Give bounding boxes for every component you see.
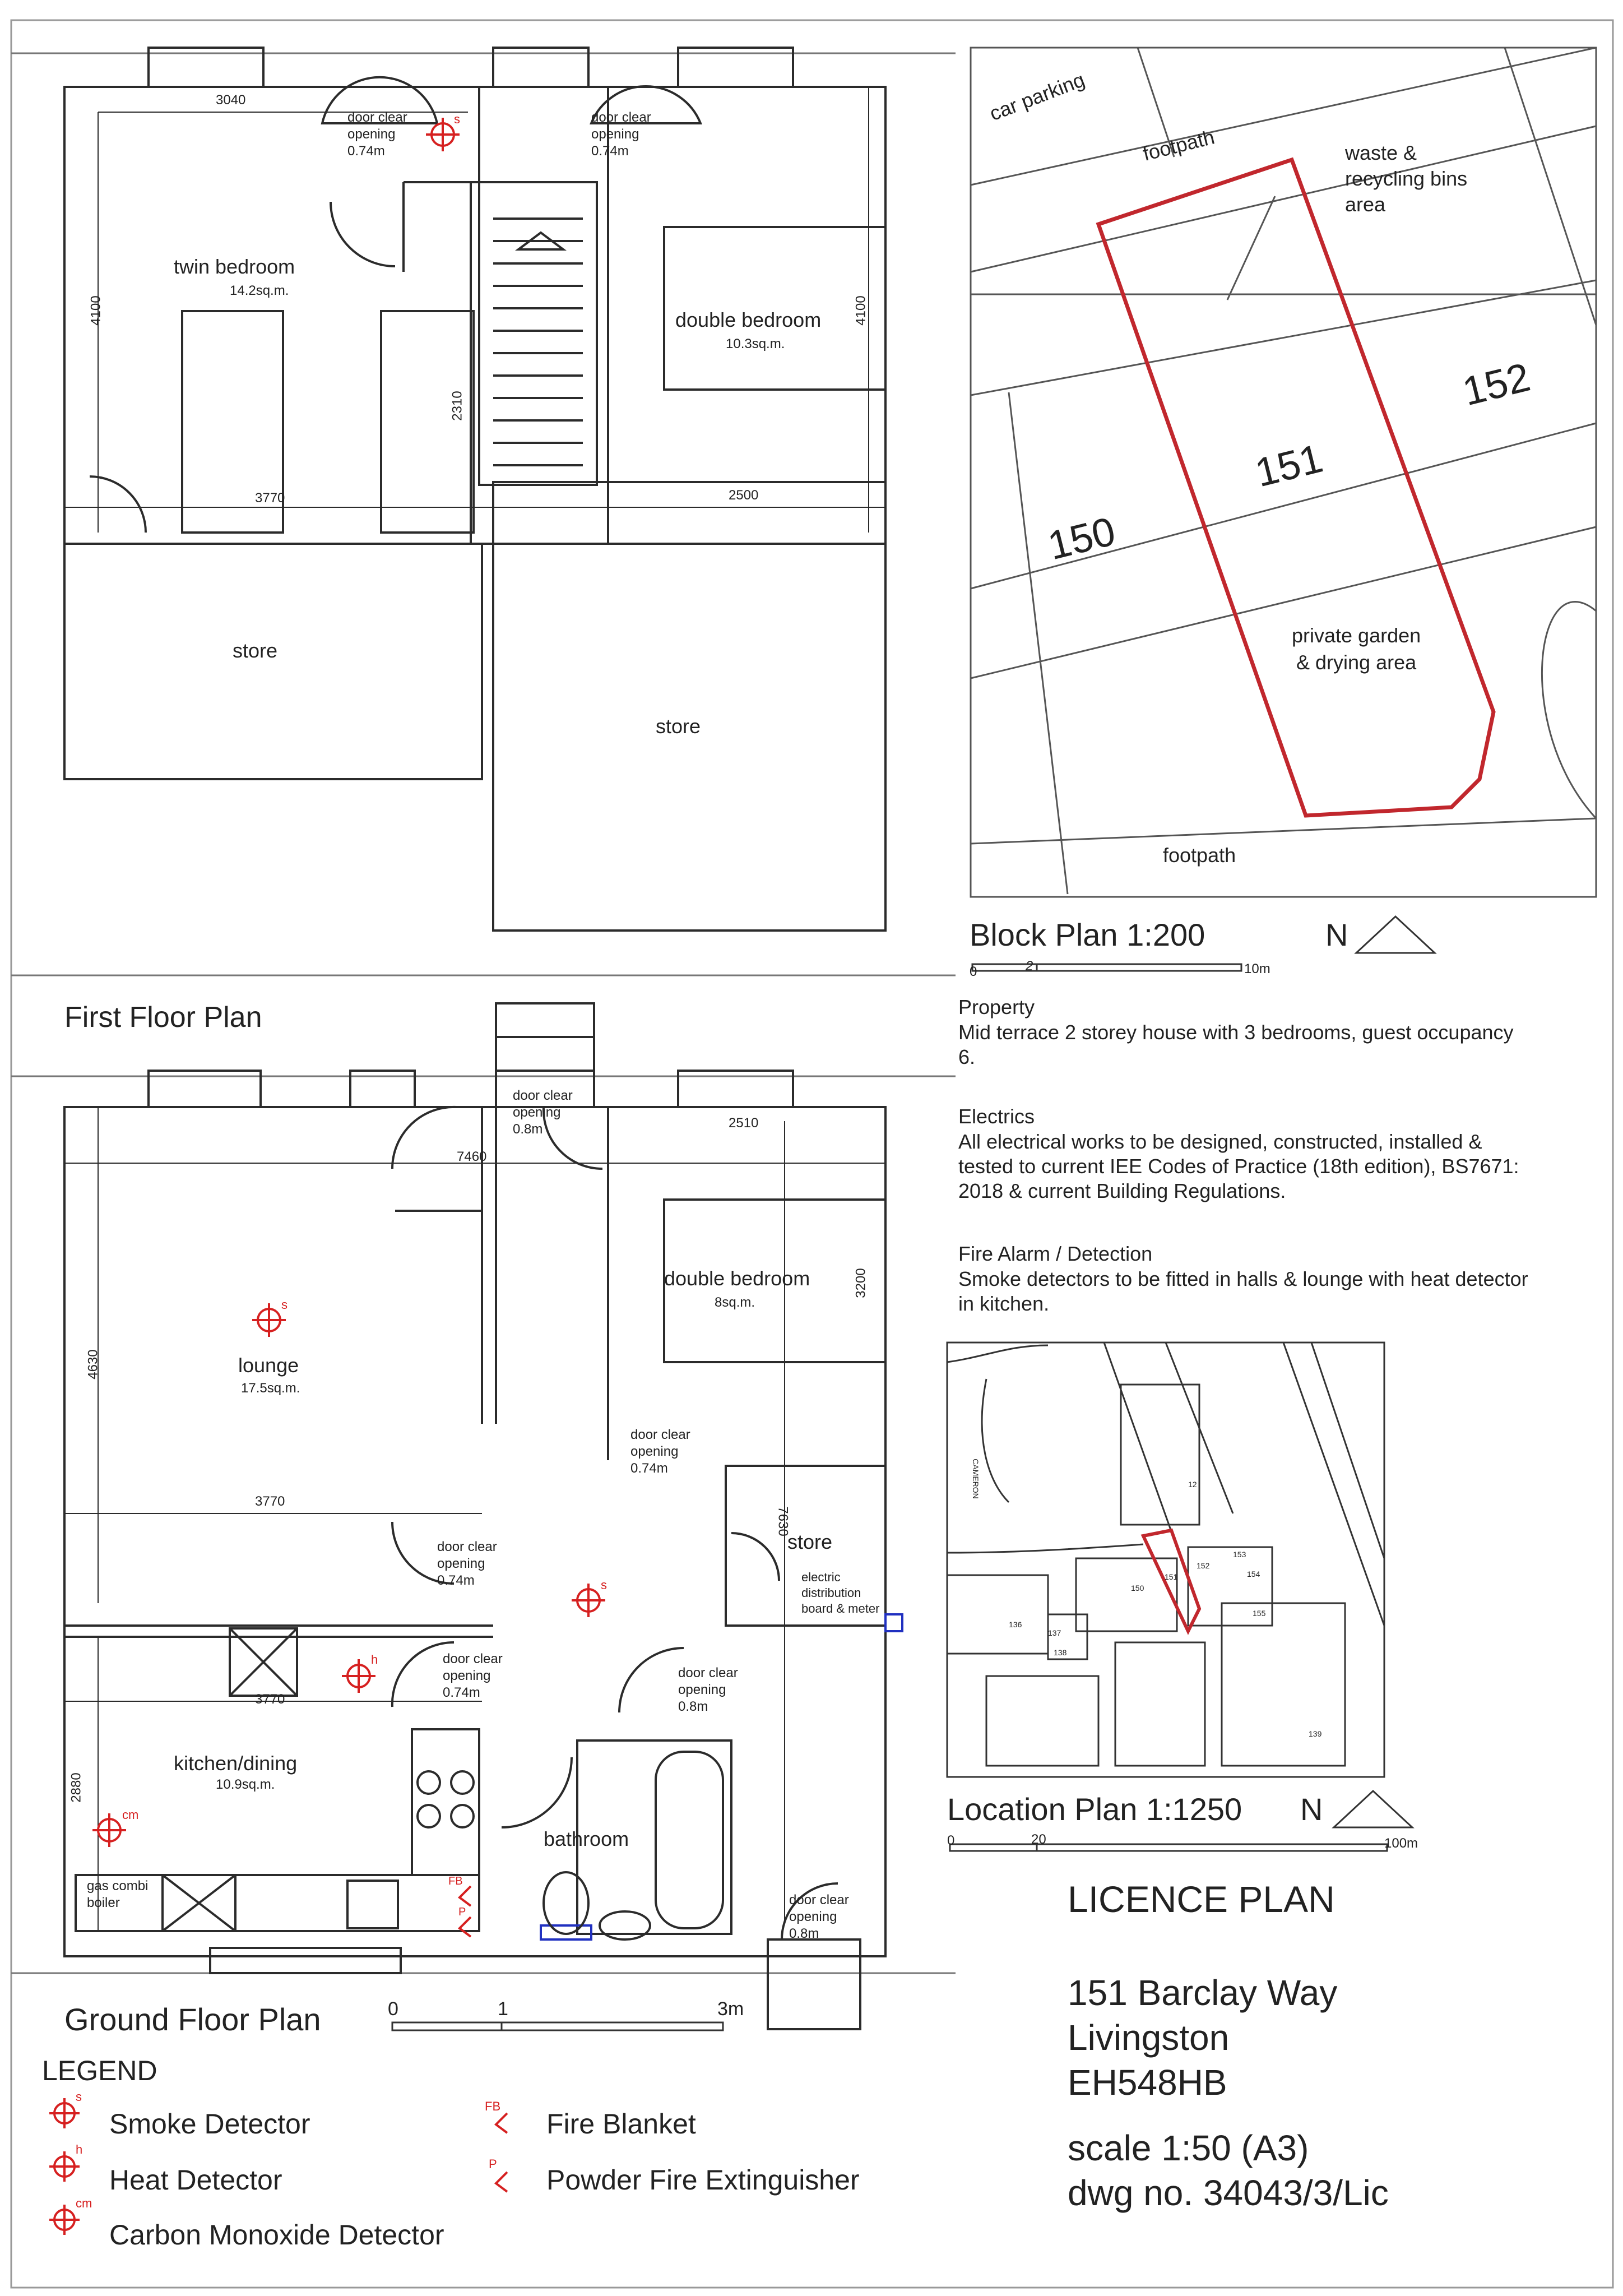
legend-co: Carbon Monoxide Detector: [109, 2219, 444, 2251]
fire-heading: Fire Alarm / Detection: [958, 1242, 1153, 1265]
north-arrow-block: [1356, 916, 1435, 953]
loc-151: 151: [1165, 1572, 1178, 1581]
dim-2310: 2310: [449, 391, 465, 421]
legend-tag-h: h: [76, 2142, 83, 2156]
block-scale-2: 2: [1026, 959, 1033, 974]
dim-7460: 7460: [457, 1149, 487, 1164]
dim-4630: 4630: [85, 1349, 101, 1380]
legend-heading: LEGEND: [42, 2055, 157, 2086]
dim-2510: 2510: [729, 1115, 759, 1131]
ground-floor-title: Ground Floor Plan: [64, 2002, 321, 2037]
first-double-bedroom-label: double bedroom: [675, 308, 822, 331]
electrics-body: All electrical works to be designed, constructed, installed & tested to current IEE Codes of Practice (18th edition), BS7671: 2018 & current Building Regulations.: [958, 1130, 1519, 1202]
footpath-top-label: footpath: [1140, 125, 1217, 165]
licence-plan-title: LICENCE PLAN: [1068, 1878, 1335, 1920]
loc-154: 154: [1247, 1570, 1260, 1578]
lounge-area: 17.5sq.m.: [241, 1381, 300, 1396]
loc-152: 152: [1197, 1561, 1210, 1570]
kitchen-heat-tag: h: [371, 1652, 378, 1667]
legend-heat: Heat Detector: [109, 2164, 282, 2196]
ground-store-label: store: [787, 1530, 833, 1553]
first-store-right: store: [656, 715, 701, 738]
dim-4100-right: 4100: [853, 295, 869, 326]
loc-155: 155: [1253, 1609, 1266, 1618]
first-double-bedroom-area: 10.3sq.m.: [726, 336, 785, 351]
car-parking-label: car parking: [986, 68, 1088, 126]
block-plan-title: Block Plan 1:200: [970, 917, 1205, 952]
legend-tag-p: P: [489, 2157, 497, 2171]
location-north-label: N: [1300, 1792, 1323, 1827]
loc-136: 136: [1009, 1620, 1022, 1629]
loc-139: 139: [1309, 1729, 1322, 1738]
dim-3040: 3040: [216, 92, 246, 108]
loc-137: 137: [1048, 1628, 1061, 1637]
ground-door-note-1: door clear opening 0.8m: [513, 1088, 573, 1137]
block-scale-10m: 10m: [1244, 961, 1270, 976]
first-store-left: store: [233, 639, 278, 662]
hall-smoke-tag: s: [601, 1578, 607, 1592]
ground-door-note-4: door clear opening 0.74m: [443, 1651, 503, 1700]
plot-151: 151: [1251, 436, 1328, 496]
ground-door-note-6: door clear opening 0.8m: [789, 1892, 849, 1941]
first-floor-title: First Floor Plan: [64, 1001, 262, 1034]
block-scale-bar: [972, 964, 1241, 971]
twin-bedroom-label: twin bedroom: [174, 255, 295, 278]
powder-tag: P: [458, 1906, 466, 1918]
ground-double-bedroom-area: 8sq.m.: [715, 1295, 755, 1310]
dim-3770-kitchen: 3770: [255, 1692, 285, 1707]
plot-150: 150: [1044, 508, 1120, 569]
ground-door-note-3: door clear opening 0.74m: [437, 1539, 497, 1588]
garden-label: private garden & drying area: [1292, 624, 1421, 674]
floor-scale-3m: 3m: [717, 1998, 744, 2020]
loc-scale-20: 20: [1031, 1832, 1046, 1847]
north-arrow-location: [1334, 1791, 1412, 1827]
dim-2880: 2880: [68, 1772, 84, 1803]
twin-bedroom-area: 14.2sq.m.: [230, 283, 289, 298]
boiler-label: gas combi boiler: [87, 1878, 149, 1910]
fire-body: Smoke detectors to be fitted in halls & lounge with heat detector in kitchen.: [958, 1267, 1528, 1315]
property-body: Mid terrace 2 storey house with 3 bedrooms, guest occupancy 6.: [958, 1021, 1514, 1068]
loc-150: 150: [1131, 1584, 1144, 1593]
dim-3200: 3200: [853, 1268, 869, 1298]
first-smoke-tag: s: [454, 112, 460, 126]
dim-7630: 7630: [775, 1506, 791, 1536]
ground-floor-detectors: [92, 1303, 605, 1937]
ground-door-note-5: door clear opening 0.8m: [678, 1665, 738, 1714]
location-plan-title: Location Plan 1:1250: [947, 1792, 1242, 1827]
dim-2500: 2500: [729, 488, 759, 503]
dim-3770-first: 3770: [255, 490, 285, 506]
loc-138: 138: [1054, 1648, 1067, 1657]
kitchen-area: 10.9sq.m.: [216, 1777, 275, 1792]
location-plan: [947, 1343, 1384, 1777]
first-door-note-2: door clear opening 0.74m: [591, 110, 651, 159]
first-door-note-1: door clear opening 0.74m: [347, 110, 407, 159]
block-scale-0: 0: [970, 964, 977, 979]
block-north-label: N: [1325, 917, 1348, 952]
bins-area-label: waste & recycling bins area: [1345, 141, 1468, 216]
fire-blanket-tag: FB: [448, 1875, 463, 1887]
loc-scale-0: 0: [947, 1833, 955, 1848]
legend-powder: Powder Fire Extinguisher: [546, 2164, 860, 2196]
legend-tag-cm: cm: [76, 2196, 92, 2210]
ground-door-note-2: door clear opening 0.74m: [630, 1427, 690, 1476]
footpath-bottom-label: footpath: [1163, 844, 1236, 867]
loc-153: 153: [1233, 1550, 1246, 1559]
distribution-board-label: electric distribution board & meter: [801, 1570, 880, 1615]
kitchen-label: kitchen/dining: [174, 1752, 298, 1775]
property-heading: Property: [958, 996, 1035, 1019]
dim-4100-left: 4100: [88, 295, 104, 326]
loc-12: 12: [1188, 1480, 1197, 1489]
legend-fire-blanket: Fire Blanket: [546, 2108, 696, 2140]
lounge-label: lounge: [238, 1354, 299, 1377]
floor-scale-0: 0: [388, 1998, 398, 2020]
first-floor-plan: [64, 48, 885, 931]
legend-tag-s: s: [76, 2090, 82, 2104]
floor-scale-1: 1: [498, 1998, 508, 2020]
floor-scale-bar: [392, 2022, 723, 2030]
drawing-scale: scale 1:50 (A3): [1068, 2128, 1309, 2168]
dim-3770-lounge: 3770: [255, 1494, 285, 1509]
lounge-smoke-tag: s: [281, 1298, 287, 1312]
ground-double-bedroom-label: double bedroom: [664, 1267, 810, 1290]
legend-smoke: Smoke Detector: [109, 2108, 310, 2140]
loc-street-label: CAMERON: [971, 1459, 980, 1499]
bathroom-label: bathroom: [544, 1827, 629, 1850]
electrics-heading: Electrics: [958, 1105, 1035, 1128]
property-address: 151 Barclay Way Livingston EH548HB: [1068, 1973, 1338, 2103]
plot-152: 152: [1458, 354, 1535, 415]
kitchen-co-tag: cm: [122, 1808, 139, 1822]
loc-scale-100m: 100m: [1384, 1836, 1418, 1851]
location-scale-bar: [950, 1844, 1387, 1851]
drawing-number: dwg no. 34043/3/Lic: [1068, 2173, 1389, 2213]
legend-tag-fb: FB: [485, 2099, 501, 2113]
